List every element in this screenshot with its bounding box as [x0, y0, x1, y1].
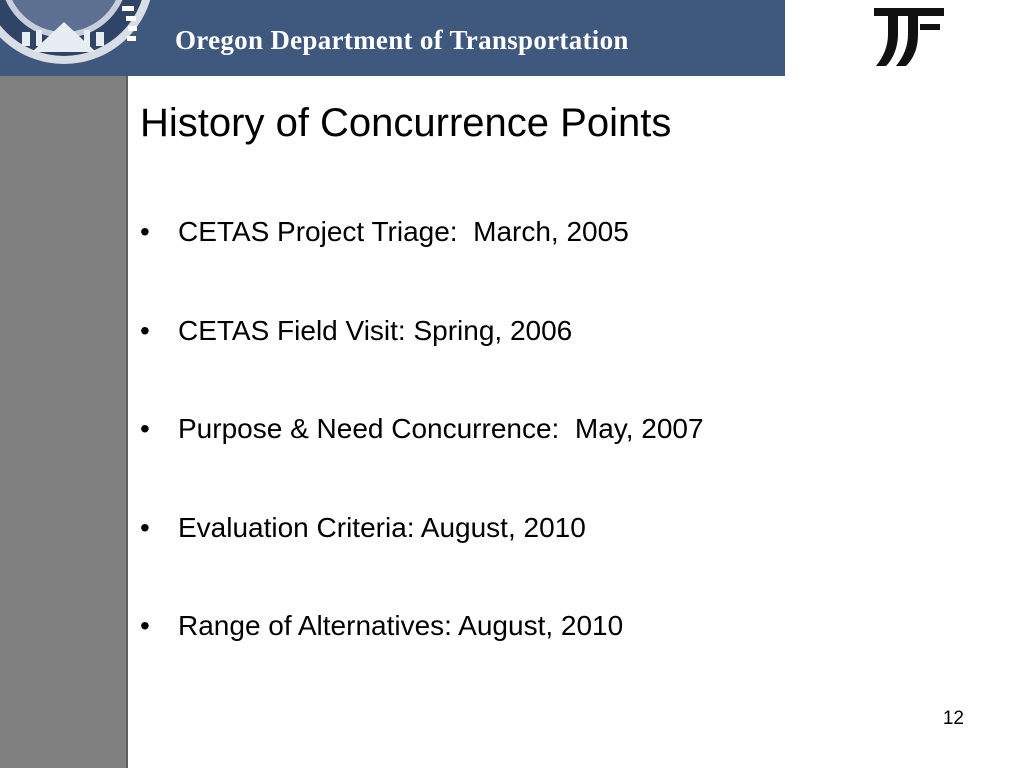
bullet-icon: • — [140, 216, 150, 247]
slide-title: History of Concurrence Points — [140, 101, 672, 145]
bullet-item — [140, 606, 624, 705]
bullet-item — [140, 409, 704, 508]
bullet-item — [140, 212, 629, 311]
bullet-item — [140, 508, 586, 607]
header-band — [0, 0, 785, 76]
oregon-state-seal-icon — [0, 0, 156, 66]
bullet-icon: • — [140, 511, 150, 543]
bullet-text: Purpose & Need Concurrence: May, 2007 — [178, 413, 704, 444]
bullet-icon: • — [140, 314, 150, 346]
bullet-item — [140, 311, 573, 410]
bullet-icon: • — [140, 610, 150, 641]
agency-name: Oregon Department of Transportation — [175, 25, 629, 55]
bullet-text: Range of Alternatives: August, 2010 — [178, 610, 624, 641]
side-bar — [0, 76, 128, 768]
odot-logo-icon — [868, 4, 946, 70]
bullet-list — [140, 212, 704, 705]
bullet-text: Evaluation Criteria: August, 2010 — [178, 511, 586, 543]
bullet-text: CETAS Project Triage: March, 2005 — [178, 216, 629, 247]
bullet-icon: • — [140, 413, 150, 444]
bullet-text: CETAS Field Visit: Spring, 2006 — [178, 314, 573, 346]
page-number: 12 — [942, 708, 964, 729]
